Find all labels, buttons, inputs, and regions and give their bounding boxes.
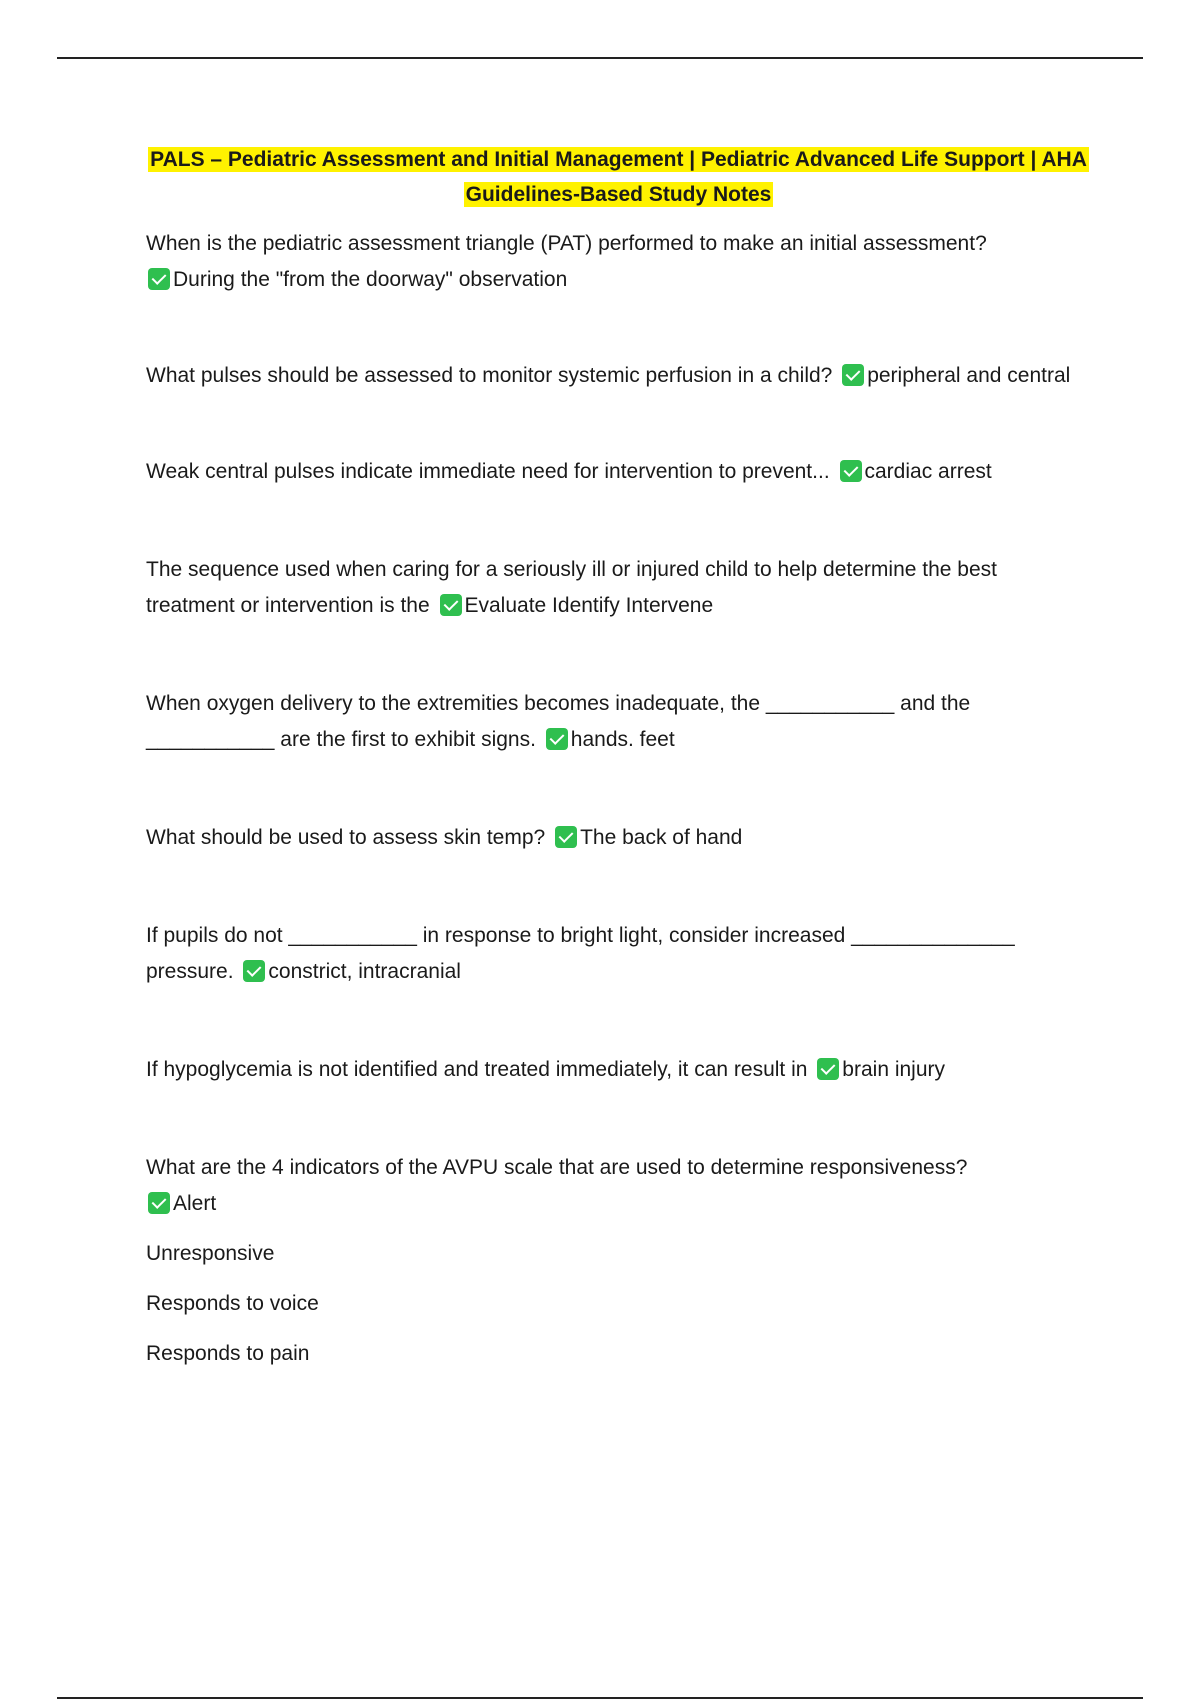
question: What pulses should be assessed to monitor systemic perfusion in a child?: [146, 364, 833, 387]
answer: brain injury: [842, 1058, 946, 1081]
qa-item-5: [146, 686, 1091, 758]
qa-item-2: [146, 358, 1091, 394]
question: When oxygen delivery to the extremities becomes inadequate, the ___________ and the ___________ are the first to exhibit signs.: [146, 692, 971, 751]
document-title: [146, 142, 1091, 212]
check-icon: [243, 960, 265, 982]
title-line-2: Guidelines-Based Study Notes: [465, 183, 772, 206]
answer: hands. feet: [570, 728, 675, 751]
avpu-unresponsive: Unresponsive: [146, 1242, 275, 1265]
answer: cardiac arrest: [864, 460, 992, 483]
check-icon: [440, 594, 462, 616]
check-icon: [840, 460, 862, 482]
question: If hypoglycemia is not identified and treated immediately, it can result in: [146, 1058, 808, 1081]
check-icon: [148, 1192, 170, 1214]
answer: Evaluate Identify Intervene: [464, 594, 714, 617]
bottom-rule: [57, 1697, 1143, 1699]
answer: During the "from the doorway" observation: [173, 268, 568, 291]
answer: Alert: [173, 1192, 217, 1215]
avpu-pain: Responds to pain: [146, 1342, 310, 1365]
question: If pupils do not ___________ in response to bright light, consider increased ______________ pressure.: [146, 924, 1015, 983]
answer: The back of hand: [580, 826, 743, 849]
top-rule: [57, 57, 1143, 59]
question: What are the 4 indicators of the AVPU scale that are used to determine responsiveness?: [146, 1156, 968, 1179]
check-icon: [555, 826, 577, 848]
check-icon: [842, 364, 864, 386]
check-icon: [148, 268, 170, 290]
qa-item-6: [146, 820, 1091, 856]
qa-item-4: [146, 552, 1091, 624]
answer: peripheral and central: [867, 364, 1071, 387]
qa-item-9: [146, 1150, 1091, 1222]
qa-item-3: [146, 454, 1091, 490]
qa-item-8: [146, 1052, 1091, 1088]
check-icon: [546, 728, 568, 750]
avpu-voice: Responds to voice: [146, 1292, 319, 1315]
qa-item-1: [146, 226, 1091, 298]
answer: constrict, intracranial: [268, 960, 461, 983]
document-body: [146, 142, 1091, 1372]
question: When is the pediatric assessment triangle (PAT) performed to make an initial assessment?: [146, 232, 987, 255]
title-line-1: PALS – Pediatric Assessment and Initial Management | Pediatric Advanced Life Support | AHA: [150, 148, 1087, 171]
question: Weak central pulses indicate immediate need for intervention to prevent...: [146, 460, 830, 483]
question: What should be used to assess skin temp?: [146, 826, 546, 849]
qa-item-7: [146, 918, 1091, 990]
question: The sequence used when caring for a seriously ill or injured child to help determine the best treatment or intervention is the: [146, 558, 997, 617]
check-icon: [817, 1058, 839, 1080]
